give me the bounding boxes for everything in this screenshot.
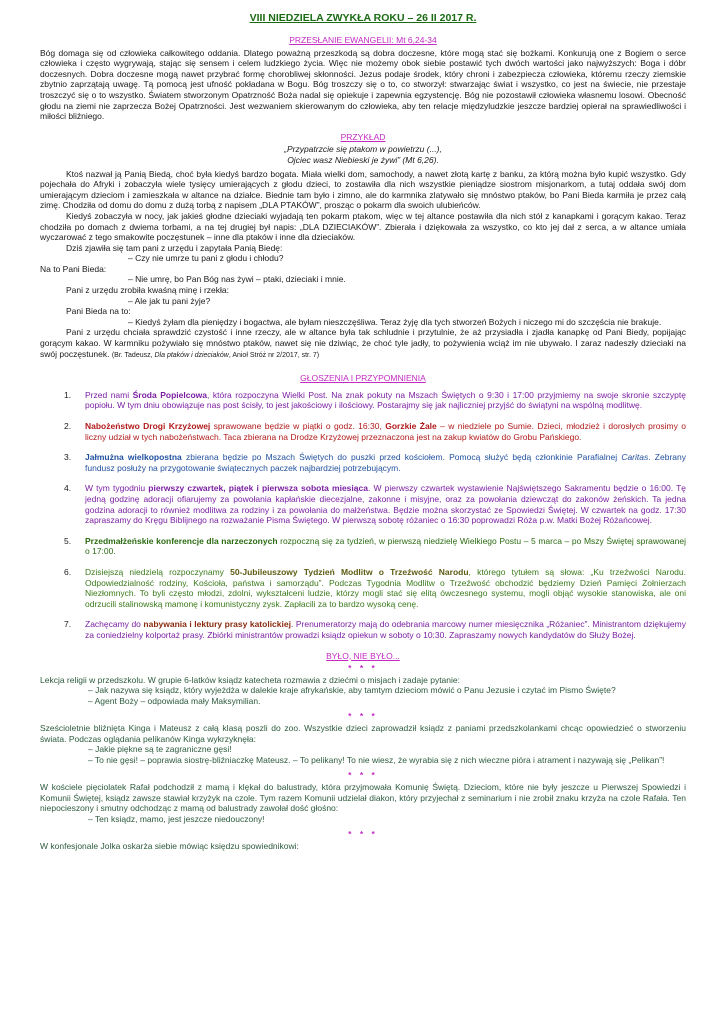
item-number: 7. xyxy=(64,619,72,630)
announcements-list xyxy=(40,390,686,641)
joke-2 xyxy=(40,723,686,765)
item-text: , którego tytułem są słowa: „Ku trzeźwości Narodu. Odpowiedzialność rodziny, Kościoła, państwa i samorządu”. Podczas Tygodnia Modlitw o Trzeźwość obchodzić będziemy Dzień Pamięci Żołnierzach Niezłomnych. To byli często młodzi, zdolni, wykształceni ludzie, którzy mogli stać się elitą ówczesnego systemu, mogli objąć wysokie stanowiska, ale oni odrzucili stalinowską mamonę i komunistyczny zysk. Zapłacili za to bardzo wysoką cenę. xyxy=(85,566,686,609)
item-number: 6. xyxy=(64,566,72,577)
item-highlight: Nabożeństwo Drogi Krzyżowej xyxy=(85,421,211,431)
joke-1-line-1: – Jak nazywa się ksiądz, który wyjeżdża w dalekie kraje afrykańskie, aby tamtym dzieciom mówić o Panu Jezusie i czytać im Pismo Święte? xyxy=(88,685,616,696)
source-suffix: , Anioł Stróż nr 2/2017, str. 7) xyxy=(228,351,320,359)
example-paragraph-1: Ktoś nazwał ją Panią Biedą, choć była kiedyś bardzo bogata. Miała wielki dom, samochody, a nawet złotą kartę z banku, za którą można było kupić wszystko. Gdy pojechała do Afryki i zobaczyła wiele tysięcy umierających z głodu dzieci, to zostawiła dla nich wszystkie pieniądze siostrom misjonarkom, a tutaj oddała swój dom umierającym dzieciom i zamieszkała w altance na działce. Biednie tam było i zimno, ale do karmnika zlatywało się mnóstwo ptaków, bo Pani Bieda karmiła je przez całą zimę. Chodziła od domu do domu z dużą torbą z napisem „DLA PTAKÓW”, prosząc o pokarm dla swoich ulubieńców. xyxy=(40,168,686,211)
dialogue-line-6: – Ale jak tu pani żyje? xyxy=(128,295,211,306)
item-highlight: 50-Jubileuszowy Tydzień Modlitw o Trzeźwość Narodu xyxy=(230,566,469,577)
announcement-item-5 xyxy=(40,536,686,557)
joke-1-line-2: – Agent Boży – odpowiada mały Maksymilian. xyxy=(88,695,261,706)
separator-stars: * * * xyxy=(348,663,378,674)
example-quote xyxy=(40,144,686,165)
separator-stars: * * * xyxy=(348,770,378,781)
dialogue-line-3: Na to Pani Bieda: xyxy=(40,263,107,274)
gospel-heading: PRZESŁANIE EWANGELII: Mt 6,24-34 xyxy=(289,35,437,45)
item-text: Dzisiejszą niedzielą rozpoczynamy xyxy=(85,566,231,577)
example-paragraph-2: Kiedyś zobaczyła w nocy, jak jakieś głodne dzieciaki wyjadają ten pokarm ptakom, więc w tej altance postawiła dla nich stół z kanapkami i gorącym kakao. Teraz chodziła po domach z dwiema torbami, a na tej drugiej był napis: „DLA DZIECIAKÓW”. Zbierała i dziękowała za wszystko, co kto jej dał z serca, a w altance umiała wyczarować z tego smakowite poczęstunek – inne dla ptaków i inne dla dzieciaków. xyxy=(40,210,686,243)
announcement-item-6 xyxy=(40,567,686,609)
item-text: Zachęcamy do xyxy=(85,619,144,630)
joke-2-line-1: – Jakie piękne są te zagraniczne gęsi! xyxy=(88,744,232,755)
announcement-item-4 xyxy=(40,483,686,525)
joke-4 xyxy=(40,841,686,852)
item-text: . Zebrany fundusz posłuży na przygotowanie świątecznych paczek najbardziej potrzebującym. xyxy=(85,452,686,473)
joke-4-intro: W konfesjonale Jolka oskarża siebie mówiąc księdzu spowiednikowi: xyxy=(40,841,299,851)
item-highlight: nabywania i lektury prasy katolickiej xyxy=(143,619,291,630)
joke-2-intro: Sześcioletnie bliźnięta Kinga i Mateusz z całą klasą poszli do zoo. Wszystkie dzieci zaprowadził ksiądz z paniami przedszkolankami chcąc opowiedzieć o stworzeniu świata. Podczas oglądania pelikanów Kinga wykrzyknęła: xyxy=(40,723,686,744)
gospel-text: Bóg domaga się od człowieka całkowitego oddania. Dlatego poważną przeszkodą są dobra doczesne, które mogą stać się bożkami. Konkurują one z Bogiem o serce człowieka i często wygrywają, stając się sensem i celem ludzkiego życia. Więc nie możemy obok siebie postawić tych dwóch wartości jako najwyższych: Boga i dóbr doczesnych. Dobra doczesne mogą nawet przybrać formę chorobliwej skłonności. Jezus podaje środek, który chroni i zabezpiecza człowieka, któremu rzeczy ziemskie zbytnio zaprzątają uwagę. Tą pomocą jest ufność pokładana w Bogu. Bóg troszczy się o to, co stworzył: stwarzając świat i wszystko, co jest na świecie, nie przestaje troszczyć się o to wszystko. Światem stworzonym Opatrzność Boża nadal się opiekuje i zapewnia egzystencję. Bóg nie pozostawił człowieka własnemu losowi. Obecność głodu na ziemi nie zaprzecza Bożej Opatrzności. Jest wezwaniem skierowanym do człowieka, aby ten relacje międzyludzkie jeszcze bardziej opierał na sprawiedliwości i miłości bliźniego. xyxy=(40,47,686,122)
dialogue-line-8: – Kiedyś żyłam dla pieniędzy i bogactwa, ale byłam nieszczęśliwa. Teraz żyję dla tych stworzeń Bożych i niczego mi do szczęścia nie brakuje. xyxy=(128,316,662,327)
joke-1-intro: Lekcja religii w przedszkolu. W grupie 6-latków ksiądz katecheta rozmawia z dziećmi o misjach i zadaje pytanie: xyxy=(40,674,460,685)
example-paragraph-3 xyxy=(40,327,686,361)
dialogue-line-7: Pani Bieda na to: xyxy=(66,306,131,317)
quote-line-2: Ojciec wasz Niebieski je żywi” (Mt 6,26). xyxy=(287,154,439,165)
item-number: 2. xyxy=(64,421,72,431)
item-text: rozpoczną się za tydzień, w pierwszą niedzielę Wielkiego Postu – 5 marca – po Mszy Świętej sprawowanej o 17:00. xyxy=(85,535,686,557)
item-text: W tym tygodniu xyxy=(85,483,149,494)
item-highlight: Gorzkie Żale xyxy=(385,421,437,431)
joke-3 xyxy=(40,782,686,824)
bulletin-page xyxy=(40,12,686,852)
announcements-heading: GŁOSZENIA I PRZYPOMNIENIA xyxy=(300,373,426,384)
joke-1 xyxy=(40,675,686,707)
source-prefix: (Br. Tadeusz, xyxy=(111,351,155,359)
announcement-item-2 xyxy=(40,421,686,442)
announcement-item-1 xyxy=(40,390,686,411)
source-title: Dla ptaków i dzieciaków xyxy=(154,351,229,359)
item-number: 3. xyxy=(64,452,72,463)
joke-3-line-1: – Ten ksiądz, mamo, jest jeszcze niedouczony! xyxy=(88,813,265,824)
item-text: – w niedziele po Sumie. Dzieci, młodzież i dorosłych prosimy o liczny udział w tych nabożeństwach. Taca zbierana na Drodze Krzyżowej przeznaczona jest na zakup kwiatów do Grobu Pańskiego. xyxy=(85,421,686,442)
item-text: . W pierwszy czwartek wystawienie Najświętszego Sakramentu będzie o 16:00. Tę jedną godzinę adoracji ofiarujemy za powołania kapłańskie diecezjalne, zakonne i misyjne, oraz za powołania dziewcząt do zakonów żeńskich. Ta jedna godzina adoracji to również modlitwa za rodziny i za powołania do małżeństwa. Będzie można skorzystać ze Spowiedzi Świętej. W czwartek na godz. 17:30 zapraszamy do Kręgu Biblijnego na rozważanie Pisma Świętego. W pierwszą sobotę różaniec o 16:30 poprowadzi Róża p.w. Matki Bożej Różańcowej. xyxy=(85,483,686,526)
dialogue-line-4: – Nie umrę, bo Pan Bóg nas żywi – ptaki, dzieciaki i mnie. xyxy=(128,274,346,285)
item-italic: Caritas xyxy=(621,452,649,463)
announcement-item-3 xyxy=(40,452,686,473)
dialogue-line-2: – Czy nie umrze tu pani z głodu i chłodu? xyxy=(128,253,284,264)
item-text: sprawowane będzie w piątki o godz. 16:30, xyxy=(210,421,386,431)
item-text: . Prenumeratorzy mają do odebrania marcowy numer miesięcznika „Różaniec”. Ministrantom dziękujemy za coniedzielny kolportaż prasy. Zbiórki ministrantów prowadzi ksiądz opiekun w soboty o 10:30. Zapraszamy nowych kandydatów do Służy Bożej. xyxy=(85,619,686,640)
quote-line-1: „Przypatrzcie się ptakom w powietrzu (...), xyxy=(284,144,442,155)
item-highlight: Jałmużna wielkopostna xyxy=(85,452,182,463)
item-text: Przed nami xyxy=(85,389,133,400)
example-paragraph-3-text: Pani z urzędu chciała sprawdzić czystość i inne rzeczy, ale w altance była tak schludnie i przytulnie, że aż przysiadła i zjadła kanapkę od Pani Biedy, popijając gorącym kakao. W karmniku pożywiało się mnóstwo ptaków, nawet się nie dziwiąc, że choć tyle jadły, to pożywienia wciąż im nie ubywało. I zaraz nadeszły dzieciaki na swój poczęstunek. xyxy=(40,327,686,359)
jokes-heading: BYŁO, NIE BYŁO... xyxy=(326,650,400,661)
item-highlight: Środa Popielcowa xyxy=(132,389,207,400)
item-highlight: Przedmałżeńskie konferencje dla narzeczonych xyxy=(85,535,278,546)
dialogue-line-1: Dziś zjawiła się tam pani z urzędu i zapytała Panią Biedę: xyxy=(66,242,283,253)
joke-2-line-2: – To nie gęsi! – poprawia siostrę-bliźniaczkę Mateusz. – To pelikany! To nie wiesz, że wyrabia się z nich wieczne pióra i atrament i nazywają się „Pelikan”! xyxy=(88,754,665,765)
example-heading: PRZYKŁAD xyxy=(340,131,386,142)
item-highlight: pierwszy czwartek, piątek i pierwsza sobota miesiąca xyxy=(148,483,368,494)
item-number: 4. xyxy=(64,483,72,494)
joke-3-intro: W kościele pięciolatek Rafał podchodził z mamą i klękał do balustrady, która przyjmowała Komunię Świętą. Dzieciom, które nie były jeszcze u Pierwszej Spowiedzi i Komunii Świętej, ksiądz zawsze stawiał krzyżyk na czole. Tym razem Komunii udzielał diakon, który przyjechał z seminarium i nie zrobił znaku krzyża na czole Rafała. Ten niepocieszony i smutny odchodząc z mamą od balustrady zawołał dość głośno: xyxy=(40,782,686,814)
dialogue-line-5: Pani z urzędu zrobiła kwaśną minę i rzekła: xyxy=(66,285,229,296)
item-number: 5. xyxy=(64,535,72,546)
announcement-item-7 xyxy=(40,619,686,640)
item-text: zbierana będzie po Mszach Świętych do puszki przed kościołem. Pomocą służyć będą członkinie Parafialnej xyxy=(181,452,622,463)
example-source xyxy=(112,352,319,359)
separator-stars: * * * xyxy=(348,829,378,840)
item-text: , która rozpoczyna Wielki Post. Na znak pokuty na Mszach Świętych o 9:30 i 17:00 przyjmiemy na swoje skronie szczyptę popiołu. W tym dniu obowiązuje nas post ścisły, to jest jakościowy i ilościowy. Postarajmy się jak najliczniej przyjść do świątyni na wspólną modlitwę. xyxy=(85,389,686,411)
page-title: VIII NIEDZIELA ZWYKŁA ROKU – 26 II 2017 R. xyxy=(249,12,477,24)
separator-stars: * * * xyxy=(348,711,378,722)
item-number: 1. xyxy=(64,389,72,400)
